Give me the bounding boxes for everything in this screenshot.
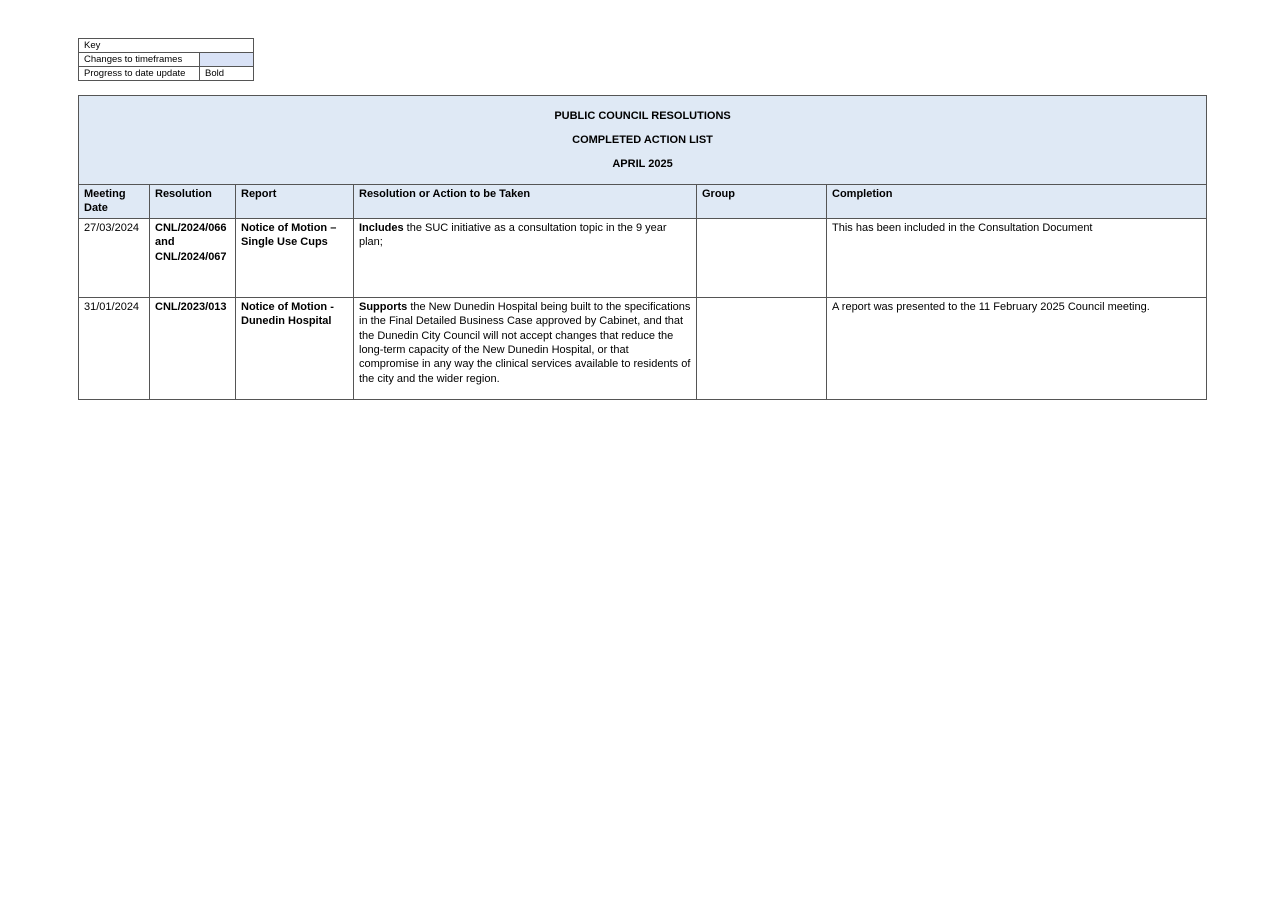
key-label-progress: Progress to date update bbox=[79, 67, 200, 81]
action-lead: Supports bbox=[359, 300, 408, 313]
key-title-row bbox=[79, 39, 254, 53]
col-header-resolution: Resolution bbox=[150, 185, 236, 219]
title-line-3: APRIL 2025 bbox=[612, 158, 673, 170]
col-header-group: Group bbox=[697, 185, 827, 219]
action-list-table bbox=[78, 95, 1207, 400]
key-row bbox=[79, 67, 254, 81]
col-header-report: Report bbox=[236, 185, 354, 219]
key-label-timeframes: Changes to timeframes bbox=[79, 53, 200, 67]
col-header-meeting-date: Meeting Date bbox=[79, 185, 150, 219]
action-text: the SUC initiative as a consultation topic in the 9 year plan; bbox=[359, 221, 667, 249]
title-line-1: PUBLIC COUNCIL RESOLUTIONS bbox=[554, 110, 731, 122]
cell-group bbox=[697, 218, 827, 297]
cell-report: Notice of Motion – Single Use Cups bbox=[236, 218, 354, 297]
action-lead: Includes bbox=[359, 221, 404, 234]
key-row bbox=[79, 53, 254, 67]
key-swatch-timeframes bbox=[200, 53, 254, 67]
cell-resolution: CNL/2023/013 bbox=[150, 297, 236, 399]
cell-date: 31/01/2024 bbox=[79, 297, 150, 399]
key-table bbox=[78, 38, 254, 81]
col-header-completion: Completion bbox=[827, 185, 1207, 219]
cell-action bbox=[354, 297, 697, 399]
key-value-progress: Bold bbox=[200, 67, 254, 81]
cell-completion: This has been included in the Consultation Document bbox=[827, 218, 1207, 297]
cell-date: 27/03/2024 bbox=[79, 218, 150, 297]
cell-action bbox=[354, 218, 697, 297]
table-row bbox=[79, 218, 1207, 297]
title-line-2: COMPLETED ACTION LIST bbox=[572, 134, 713, 146]
document-title bbox=[79, 96, 1207, 185]
key-title: Key bbox=[79, 39, 254, 53]
action-text: the New Dunedin Hospital being built to the specifications in the Final Detailed Business Case approved by Cabinet, and that the Dunedin City Council will not accept changes that reduce the long-term capacity of the New Dunedin Hospital, or that compromise in any way the clinical services available to residents of the city and the wider region. bbox=[359, 300, 691, 385]
column-header-row bbox=[79, 185, 1207, 219]
cell-completion: A report was presented to the 11 February 2025 Council meeting. bbox=[827, 297, 1207, 399]
cell-report: Notice of Motion - Dunedin Hospital bbox=[236, 297, 354, 399]
title-row bbox=[79, 96, 1207, 185]
col-header-action: Resolution or Action to be Taken bbox=[354, 185, 697, 219]
table-row bbox=[79, 297, 1207, 399]
cell-group bbox=[697, 297, 827, 399]
cell-resolution: CNL/2024/066 and CNL/2024/067 bbox=[150, 218, 236, 297]
